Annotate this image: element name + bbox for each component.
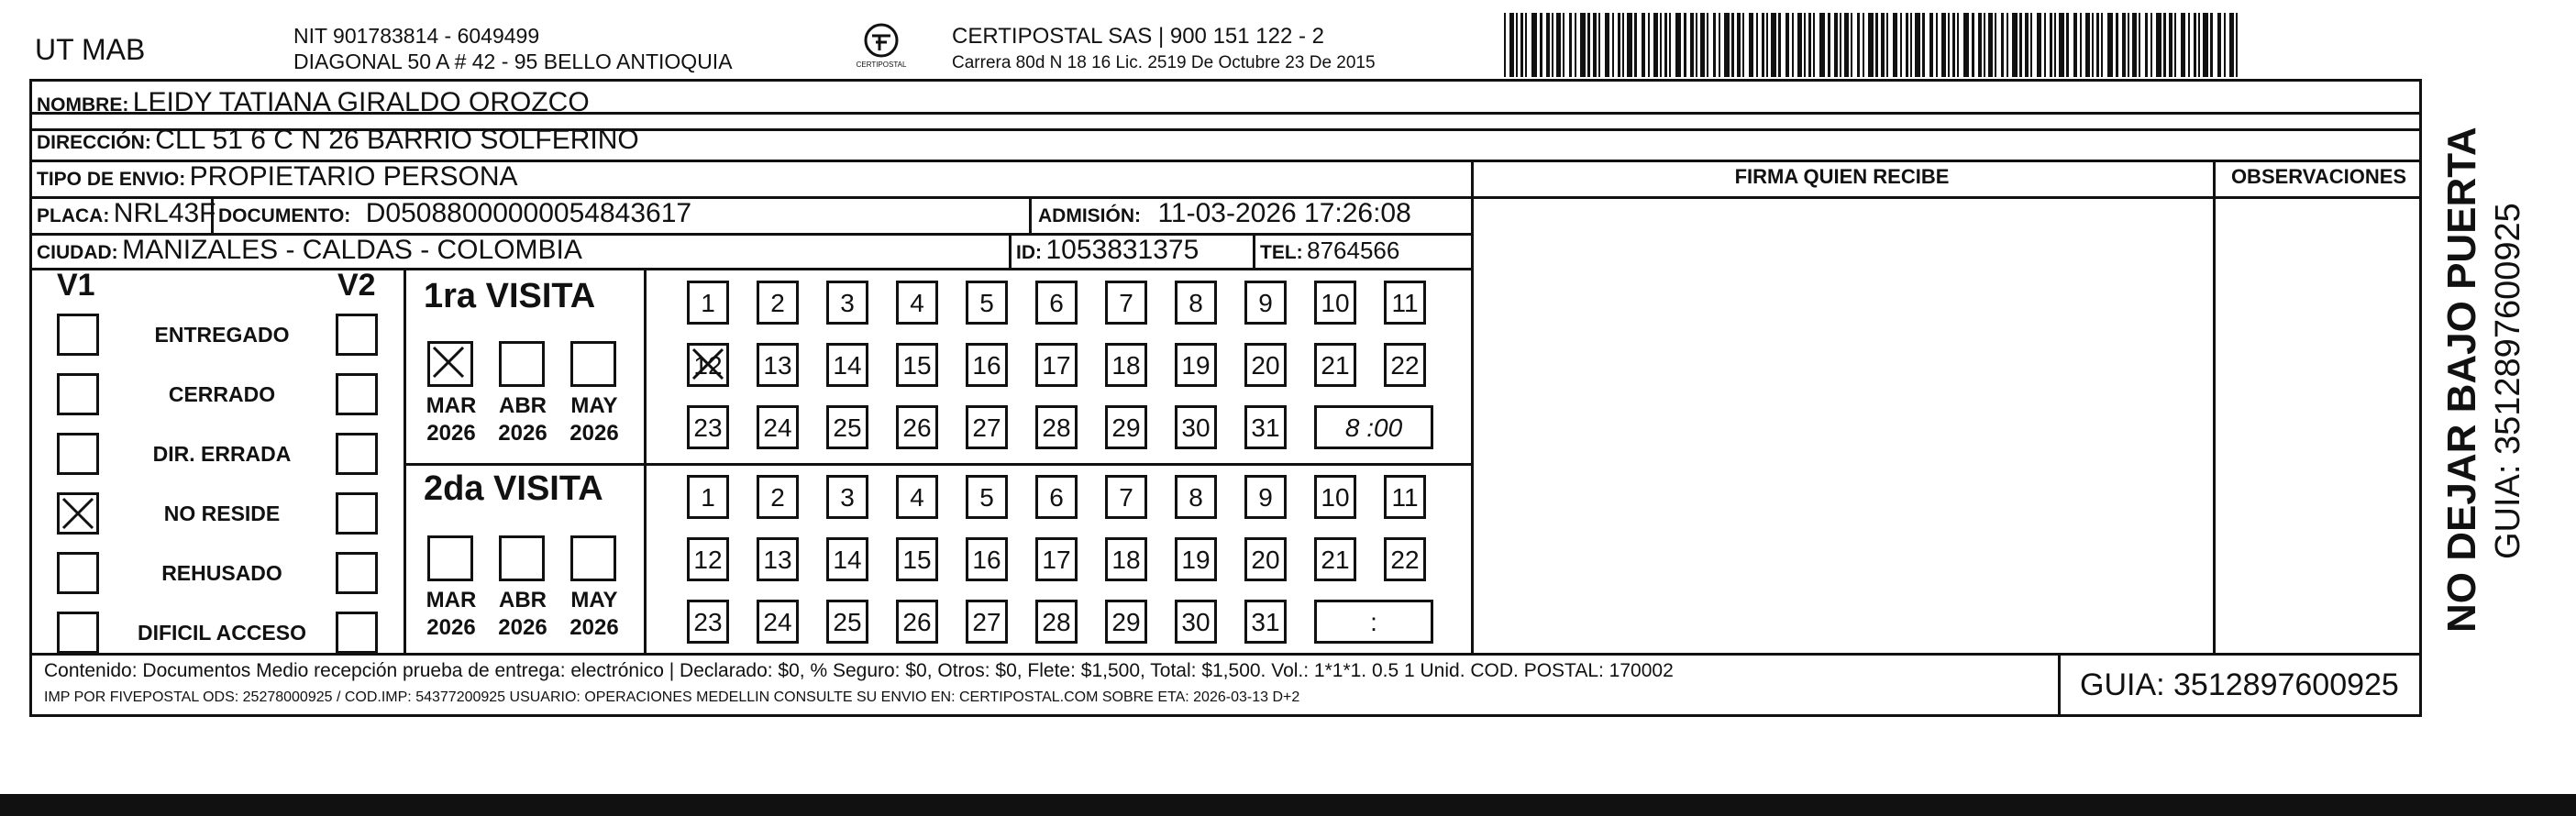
tel-value: 8764566 — [1307, 237, 1400, 264]
day-box[interactable]: 28 — [1035, 405, 1078, 449]
day-box[interactable]: 8 — [1175, 475, 1217, 519]
barcode-bar — [1627, 13, 1632, 77]
side-guide-number: GUIA: 3512897600925 — [2489, 203, 2527, 559]
month-checkbox[interactable] — [570, 341, 616, 387]
barcode-bar — [2085, 13, 2090, 77]
barcode-bar — [1771, 13, 1776, 77]
barcode-bar — [1580, 13, 1586, 77]
month-checkbox[interactable] — [427, 535, 473, 581]
year-label: 2026 — [569, 421, 619, 446]
barcode-bar — [2163, 13, 2166, 77]
barcode-bar — [1684, 13, 1686, 77]
tel-field: TEL: 8764566 — [1260, 237, 1400, 264]
day-box[interactable]: 16 — [966, 343, 1008, 387]
barcode-bar — [1756, 13, 1758, 77]
barcode-bar — [2092, 13, 2094, 77]
status-v2-checkbox[interactable] — [336, 492, 378, 535]
barcode-bar — [1675, 13, 1681, 77]
status-v1-checkbox[interactable] — [57, 612, 99, 654]
barcode-bar — [1504, 13, 1506, 77]
barcode-bar — [2181, 13, 2185, 77]
status-label: DIR. ERRADA — [152, 442, 292, 466]
day-box[interactable]: 29 — [1105, 405, 1147, 449]
day-box[interactable]: 4 — [896, 281, 938, 325]
day-box[interactable]: 15 — [896, 343, 938, 387]
barcode-bar — [1696, 13, 1697, 77]
name-value: LEIDY TATIANA GIRALDO OROZCO — [132, 87, 590, 117]
day-box[interactable]: 22 — [1384, 537, 1426, 581]
sender-address: DIAGONAL 50 A # 42 - 95 BELLO ANTIOQUIA — [293, 50, 733, 73]
month-label: MAR — [426, 588, 477, 612]
status-v2-checkbox[interactable] — [336, 552, 378, 594]
first-visit-label: 1ra VISITA — [424, 277, 596, 315]
barcode-bar — [2174, 13, 2176, 77]
month-checkbox[interactable] — [570, 535, 616, 581]
day-box[interactable]: 11 — [1384, 475, 1426, 519]
day-box[interactable]: 10 — [1314, 475, 1356, 519]
barcode-bar — [2132, 13, 2137, 77]
day-box[interactable]: 9 — [1244, 281, 1287, 325]
barcode-bar — [2012, 13, 2018, 77]
barcode-bar — [1957, 13, 1959, 77]
barcode-bar — [2188, 13, 2190, 77]
day-box[interactable]: 21 — [1314, 537, 1356, 581]
day-box[interactable]: 9 — [1244, 475, 1287, 519]
barcode-bar — [1731, 13, 1734, 77]
barcode-bar — [1910, 13, 1912, 77]
barcode — [1504, 13, 2238, 77]
day-box[interactable]: 17 — [1035, 343, 1078, 387]
barcode-bar — [1808, 13, 1811, 77]
day-box[interactable]: 29 — [1105, 600, 1147, 644]
barcode-bar — [1648, 13, 1650, 77]
barcode-bar — [1520, 13, 1523, 77]
day-box[interactable]: 5 — [966, 475, 1008, 519]
v1-label: V1 — [57, 268, 95, 303]
barcode-bar — [1634, 13, 1637, 77]
carrier-name: CERTIPOSTAL SAS | 900 151 122 - 2 — [952, 24, 1324, 49]
barcode-bar — [2116, 13, 2118, 77]
status-v1-checkbox[interactable] — [57, 314, 99, 356]
day-box[interactable]: 13 — [757, 537, 799, 581]
barcode-bar — [1509, 13, 1514, 77]
barcode-bar — [1922, 13, 1925, 77]
print-info: IMP POR FIVEPOSTAL ODS: 25278000925 / COD.IMP: 54377200925 USUARIO: OPERACIONES MEDELLIN CONSULTE SU ENVIO EN: CERTIPOSTAL.COM SOBRE ETA: 2026-03-13 D+2 — [44, 689, 1300, 705]
status-v1-checkbox[interactable] — [57, 433, 99, 475]
day-box[interactable]: 20 — [1244, 343, 1287, 387]
year-label: 2026 — [498, 615, 547, 640]
document-value: D05088000000054843617 — [365, 198, 692, 228]
day-box[interactable]: 17 — [1035, 537, 1078, 581]
barcode-bar — [1972, 13, 1974, 77]
day-box[interactable]: 13 — [757, 343, 799, 387]
barcode-bar — [1844, 13, 1849, 77]
barcode-bar — [1906, 13, 1908, 77]
day-box[interactable]: 11 — [1384, 281, 1426, 325]
city-field: CIUDAD: MANIZALES - CALDAS - COLOMBIA — [37, 235, 582, 265]
day-box[interactable]: 19 — [1175, 537, 1217, 581]
address-value: CLL 51 6 C N 26 BARRIO SOLFERINO — [155, 125, 639, 155]
barcode-bar — [2150, 13, 2152, 77]
barcode-bar — [1834, 13, 1838, 77]
day-box[interactable]: 28 — [1035, 600, 1078, 644]
day-box[interactable]: 24 — [757, 600, 799, 644]
barcode-bar — [2122, 13, 2126, 77]
status-v2-checkbox[interactable] — [336, 314, 378, 356]
year-label: 2026 — [426, 421, 476, 446]
barcode-bar — [2037, 13, 2041, 77]
barcode-bar — [2145, 13, 2148, 77]
day-box[interactable]: 31 — [1244, 405, 1287, 449]
barcode-bar — [1642, 13, 1645, 77]
barcode-bar — [1622, 13, 1624, 77]
day-box[interactable]: 23 — [687, 600, 729, 644]
barcode-bar — [1936, 13, 1938, 77]
address-field: DIRECCIÓN: CLL 51 6 C N 26 BARRIO SOLFERINO — [37, 125, 639, 155]
barcode-bar — [1963, 13, 1969, 77]
day-box[interactable]: 25 — [826, 405, 868, 449]
day-box[interactable]: 30 — [1175, 600, 1217, 644]
v2-label: V2 — [337, 268, 376, 303]
barcode-bar — [1690, 13, 1694, 77]
status-label: NO RESIDE — [163, 502, 281, 525]
barcode-bar — [1700, 13, 1705, 77]
month-checkbox[interactable] — [499, 535, 545, 581]
barcode-bar — [1612, 13, 1614, 77]
sender-nit: NIT 901783814 - 6049499 — [293, 24, 540, 48]
barcode-bar — [1737, 13, 1741, 77]
carrier-address: Carrera 80d N 18 16 Lic. 2519 De Octubre 23 De 2015 — [952, 53, 1376, 72]
barcode-bar — [1569, 13, 1572, 77]
barcode-bar — [1875, 13, 1878, 77]
day-box[interactable]: 14 — [826, 343, 868, 387]
year-label: 2026 — [498, 421, 547, 446]
barcode-bar — [2229, 13, 2234, 77]
day-box[interactable]: 31 — [1244, 600, 1287, 644]
barcode-bar — [2007, 13, 2008, 77]
barcode-bar — [1540, 13, 1542, 77]
barcode-bar — [2198, 13, 2200, 77]
barcode-bar — [1587, 13, 1590, 77]
second-visit-label: 2da VISITA — [424, 469, 603, 508]
day-box[interactable]: 25 — [826, 600, 868, 644]
barcode-bar — [1724, 13, 1730, 77]
day-box[interactable]: 27 — [966, 405, 1008, 449]
barcode-bar — [1857, 13, 1860, 77]
barcode-bar — [2236, 13, 2238, 77]
barcode-bar — [2001, 13, 2004, 77]
day-box[interactable]: 21 — [1314, 343, 1356, 387]
barcode-bar — [1525, 13, 1527, 77]
barcode-bar — [1978, 13, 1982, 77]
barcode-bar — [1552, 13, 1553, 77]
month-label: MAY — [570, 393, 618, 418]
status-v2-checkbox[interactable] — [336, 373, 378, 415]
barcode-bar — [2073, 13, 2077, 77]
barcode-bar — [1995, 13, 1996, 77]
status-v1-checkbox[interactable] — [57, 373, 99, 415]
barcode-bar — [2096, 13, 2099, 77]
day-box[interactable]: 18 — [1105, 343, 1147, 387]
status-v2-checkbox[interactable] — [336, 612, 378, 654]
id-field: ID: 1053831375 — [1016, 235, 1200, 265]
barcode-bar — [2139, 13, 2140, 77]
status-label: ENTREGADO — [154, 323, 290, 347]
day-box[interactable]: 24 — [757, 405, 799, 449]
barcode-bar — [1664, 13, 1667, 77]
day-box[interactable]: 1 — [687, 475, 729, 519]
month-label: MAR — [426, 393, 477, 418]
day-box[interactable]: 6 — [1035, 475, 1078, 519]
month-label: ABR — [499, 393, 547, 418]
barcode-bar — [1804, 13, 1806, 77]
barcode-bar — [1828, 13, 1830, 77]
day-box[interactable]: 12 — [687, 537, 729, 581]
barcode-bar — [1556, 13, 1561, 77]
sender-name: UT MAB — [35, 33, 146, 66]
day-check-mark — [690, 346, 726, 382]
barcode-bar — [1531, 13, 1537, 77]
city-value: MANIZALES - CALDAS - COLOMBIA — [122, 235, 582, 265]
year-label: 2026 — [426, 615, 476, 640]
status-v2-checkbox[interactable] — [336, 433, 378, 475]
guide-number: GUIA: 3512897600925 — [2080, 667, 2399, 702]
barcode-bar — [2107, 13, 2113, 77]
status-label: CERRADO — [168, 382, 276, 406]
barcode-bar — [1605, 13, 1609, 77]
barcode-bar — [2156, 13, 2161, 77]
barcode-bar — [1886, 13, 1888, 77]
day-box[interactable]: 23 — [687, 405, 729, 449]
barcode-bar — [2050, 13, 2052, 77]
day-box[interactable]: 7 — [1105, 281, 1147, 325]
status-v1-checkbox[interactable] — [57, 492, 99, 535]
day-box[interactable]: 26 — [896, 600, 938, 644]
barcode-bar — [2194, 13, 2196, 77]
signature-label: FIRMA QUIEN RECIBE — [1734, 165, 1950, 188]
day-box[interactable]: 2 — [757, 475, 799, 519]
day-box[interactable]: 10 — [1314, 281, 1356, 325]
barcode-bar — [2101, 13, 2103, 77]
barcode-bar — [1669, 13, 1671, 77]
barcode-bar — [1713, 13, 1716, 77]
name-field: NOMBRE: LEIDY TATIANA GIRALDO OROZCO — [37, 87, 590, 117]
barcode-bar — [1819, 13, 1825, 77]
barcode-bar — [1929, 13, 1933, 77]
time-box[interactable]: 8 :00 — [1314, 405, 1433, 449]
document-field: DOCUMENTO: D05088000000054843617 — [218, 198, 692, 228]
barcode-bar — [2059, 13, 2064, 77]
day-box[interactable]: 2 — [757, 281, 799, 325]
barcode-bar — [1778, 13, 1781, 77]
barcode-bar — [1948, 13, 1950, 77]
month-checkbox[interactable] — [499, 341, 545, 387]
shipment-type-field: TIPO DE ENVIO: PROPIETARIO PERSONA — [37, 161, 518, 192]
barcode-bar — [2030, 13, 2032, 77]
barcode-bar — [1881, 13, 1885, 77]
barcode-bar — [1563, 13, 1564, 77]
day-box[interactable]: 30 — [1175, 405, 1217, 449]
barcode-bar — [1988, 13, 1993, 77]
day-box[interactable]: 6 — [1035, 281, 1078, 325]
barcode-bar — [1598, 13, 1600, 77]
barcode-bar — [1762, 13, 1764, 77]
month-label: ABR — [499, 588, 547, 612]
barcode-bar — [1868, 13, 1874, 77]
barcode-bar — [1653, 13, 1658, 77]
barcode-bar — [2169, 13, 2172, 77]
barcode-bar — [1863, 13, 1864, 77]
bottom-edge — [0, 794, 2576, 816]
month-checkbox[interactable] — [427, 341, 473, 387]
content-summary: Contenido: Documentos Medio recepción prueba de entrega: electrónico | Declarado: $0, % Seguro: $0, Otros: $0, Flete: $1,500, Total: $1,500. Vol.: 1*1*1. 0.5 1 Unid. COD. POSTAL: 170002 — [44, 660, 1674, 681]
barcode-bar — [2203, 13, 2208, 77]
barcode-bar — [2066, 13, 2069, 77]
barcode-bar — [1851, 13, 1852, 77]
plate-value: NRL43F — [113, 198, 216, 228]
barcode-bar — [1840, 13, 1841, 77]
barcode-bar — [2044, 13, 2046, 77]
barcode-bar — [1900, 13, 1902, 77]
barcode-bar — [1952, 13, 1955, 77]
barcode-bar — [1984, 13, 1985, 77]
barcode-bar — [2128, 13, 2129, 77]
barcode-bar — [1516, 13, 1518, 77]
barcode-bar — [1593, 13, 1597, 77]
day-box[interactable]: 4 — [896, 475, 938, 519]
day-box[interactable]: 26 — [896, 405, 938, 449]
barcode-bar — [1719, 13, 1720, 77]
status-label: DIFICIL ACCESO — [137, 621, 306, 645]
barcode-bar — [1941, 13, 1946, 77]
day-box[interactable]: 12 — [687, 343, 729, 387]
barcode-bar — [2217, 13, 2221, 77]
barcode-bar — [2025, 13, 2029, 77]
barcode-bar — [1749, 13, 1753, 77]
time-box[interactable]: : — [1314, 600, 1433, 644]
day-box[interactable]: 18 — [1105, 537, 1147, 581]
status-label: REHUSADO — [161, 561, 282, 585]
day-box[interactable]: 1 — [687, 281, 729, 325]
barcode-bar — [1742, 13, 1744, 77]
day-box[interactable]: 16 — [966, 537, 1008, 581]
barcode-bar — [1893, 13, 1897, 77]
day-box[interactable]: 7 — [1105, 475, 1147, 519]
day-box[interactable]: 22 — [1384, 343, 1426, 387]
year-label: 2026 — [569, 615, 619, 640]
id-value: 1053831375 — [1045, 235, 1200, 265]
day-box[interactable]: 5 — [966, 281, 1008, 325]
day-box[interactable]: 19 — [1175, 343, 1217, 387]
barcode-bar — [1766, 13, 1768, 77]
barcode-bar — [1660, 13, 1662, 77]
barcode-bar — [1618, 13, 1620, 77]
warning-text: NO DEJAR BAJO PUERTA — [2439, 127, 2484, 633]
barcode-bar — [1575, 13, 1576, 77]
plate-field: PLACA: NRL43F — [37, 198, 216, 228]
day-box[interactable]: 8 — [1175, 281, 1217, 325]
month-label: MAY — [570, 588, 618, 612]
admission-value: 11-03-2026 17:26:08 — [1157, 198, 1411, 228]
barcode-bar — [1813, 13, 1815, 77]
barcode-bar — [1546, 13, 1550, 77]
admission-field: ADMISIÓN: 11-03-2026 17:26:08 — [1038, 198, 1411, 228]
status-v1-checkbox[interactable] — [57, 552, 99, 594]
day-box[interactable]: 3 — [826, 475, 868, 519]
barcode-bar — [1786, 13, 1789, 77]
barcode-bar — [1915, 13, 1920, 77]
day-box[interactable]: 27 — [966, 600, 1008, 644]
certipostal-logo: CERTIPOSTAL — [855, 22, 908, 77]
day-box[interactable]: 20 — [1244, 537, 1287, 581]
day-box[interactable]: 15 — [896, 537, 938, 581]
barcode-bar — [2080, 13, 2082, 77]
observations-label: OBSERVACIONES — [2230, 165, 2407, 188]
barcode-bar — [2054, 13, 2056, 77]
barcode-bar — [1707, 13, 1708, 77]
barcode-bar — [2210, 13, 2213, 77]
shipment-type-value: PROPIETARIO PERSONA — [189, 161, 518, 192]
barcode-bar — [2019, 13, 2022, 77]
day-box[interactable]: 14 — [826, 537, 868, 581]
barcode-bar — [2224, 13, 2226, 77]
day-box[interactable]: 3 — [826, 281, 868, 325]
barcode-bar — [1792, 13, 1794, 77]
barcode-bar — [1797, 13, 1802, 77]
